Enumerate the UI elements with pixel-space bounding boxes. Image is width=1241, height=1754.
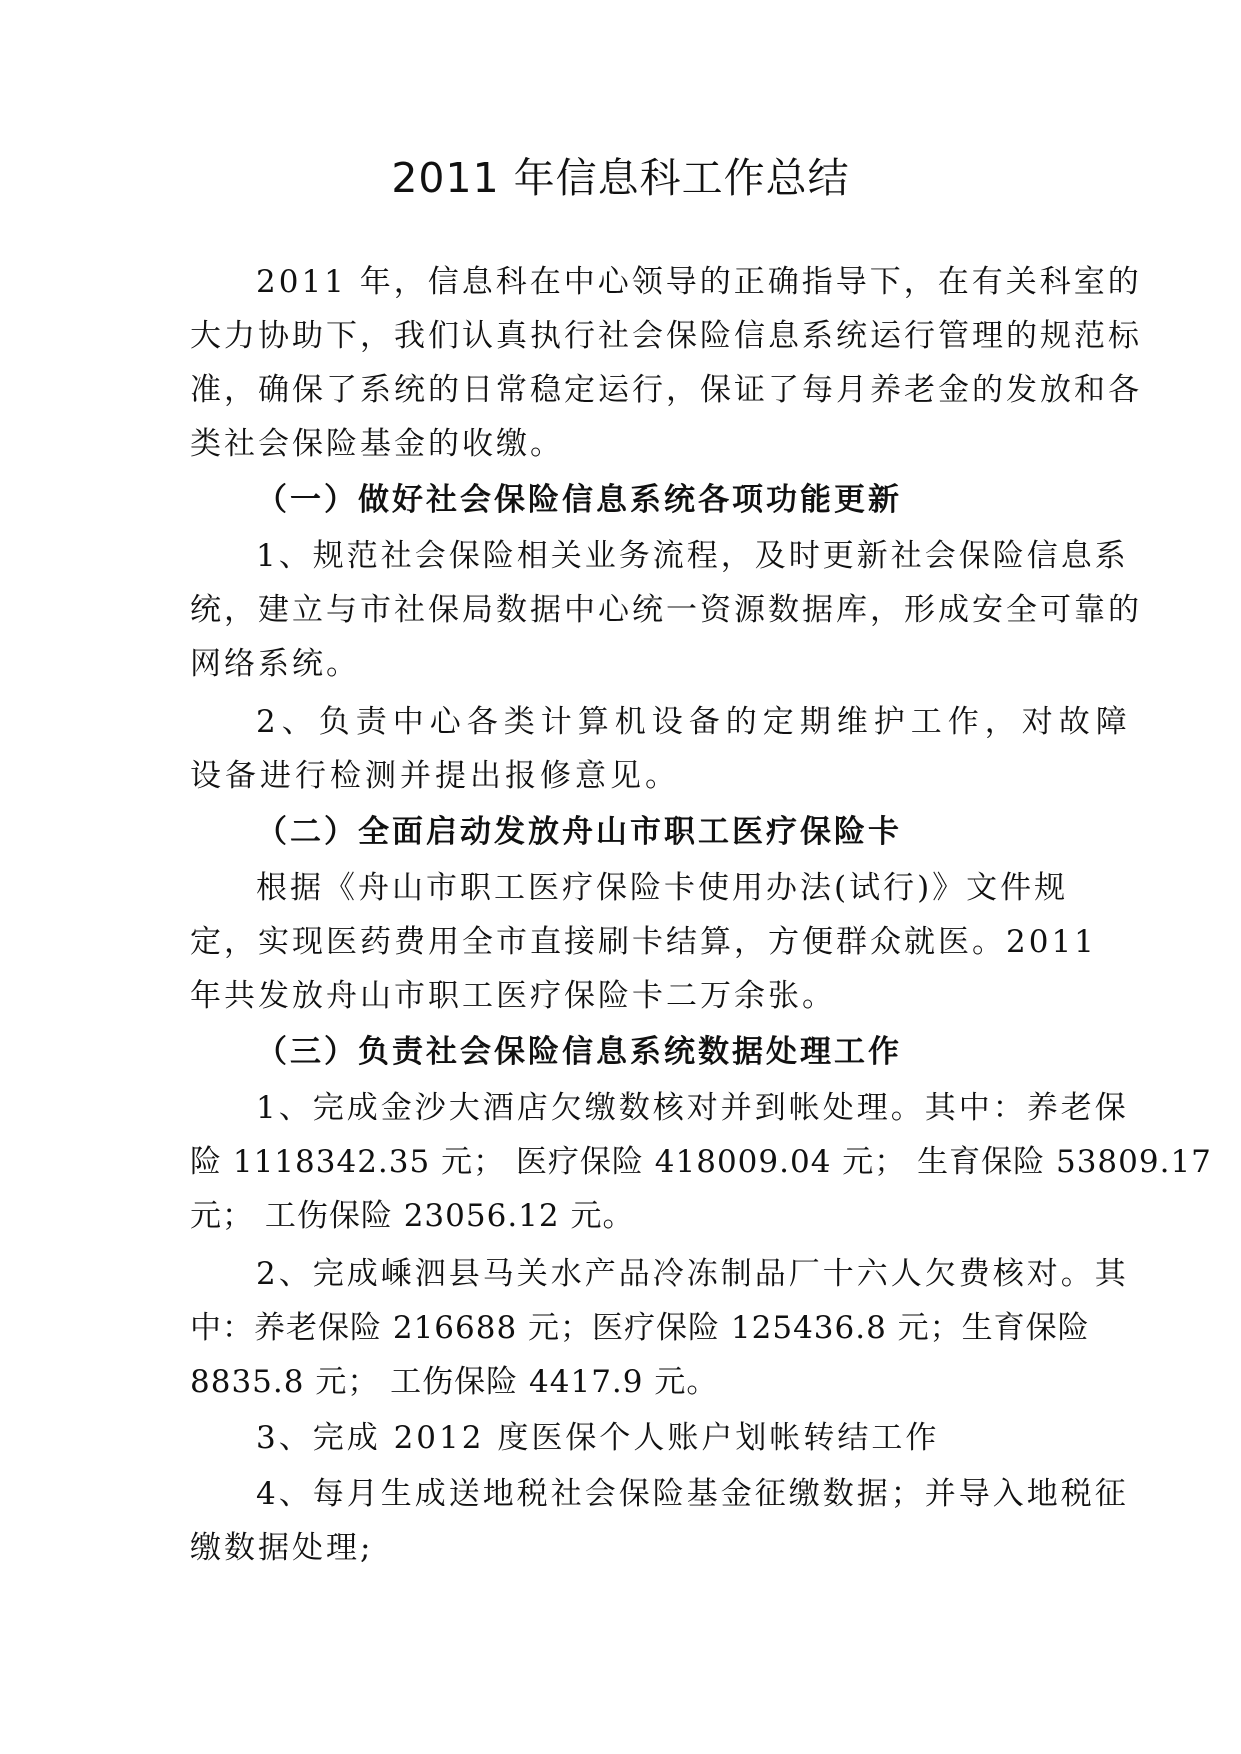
document-title: 2011 年信息科工作总结 [391,154,850,202]
paragraph-line: 网络系统。 [190,646,360,682]
section-heading-1: （一）做好社会保险信息系统各项功能更新 [256,482,902,518]
paragraph-line: 1、完成金沙大酒店欠缴数核对并到帐处理。其中：养老保 [256,1090,1129,1126]
paragraph-line: 8835.8 元； 工伤保险 4417.9 元。 [190,1364,719,1400]
paragraph-line: 险 1118342.35 元； 医疗保险 418009.04 元； 生育保险 53809.17 [190,1144,1212,1180]
paragraph-line: 定，实现医药费用全市直接刷卡结算，方便群众就医。2011 [190,924,1097,960]
paragraph-line: 根据《舟山市职工医疗保险卡使用办法(试行)》文件规 [256,870,1069,906]
paragraph-line: 大力协助下，我们认真执行社会保险信息系统运行管理的规范标 [190,318,1142,354]
paragraph-line: 2、完成嵊泗县马关水产品冷冻制品厂十六人欠费核对。其 [256,1256,1129,1292]
paragraph-line: 3、完成 2012 度医保个人账户划帐转结工作 [256,1420,940,1456]
paragraph-line: 类社会保险基金的收缴。 [190,426,564,462]
paragraph-line: 2011 年，信息科在中心领导的正确指导下，在有关科室的 [256,264,1142,300]
paragraph-line: 缴数据处理; [190,1530,374,1566]
paragraph-line: 2、负责中心各类计算机设备的定期维护工作，对故障 [256,704,1133,740]
paragraph-line: 准，确保了系统的日常稳定运行，保证了每月养老金的发放和各 [190,372,1142,408]
paragraph-line: 统，建立与市社保局数据中心统一资源数据库，形成安全可靠的 [190,592,1142,628]
paragraph-line: 年共发放舟山市职工医疗保险卡二万余张。 [190,978,836,1014]
paragraph-line: 1、规范社会保险相关业务流程，及时更新社会保险信息系 [256,538,1129,574]
paragraph-line: 中：养老保险 216688 元；医疗保险 125436.8 元；生育保险 [190,1310,1090,1346]
paragraph-line: 元； 工伤保险 23056.12 元。 [190,1198,635,1234]
section-heading-3: （三）负责社会保险信息系统数据处理工作 [256,1034,902,1070]
paragraph-line: 设备进行检测并提出报修意见。 [190,758,680,794]
section-heading-2: （二）全面启动发放舟山市职工医疗保险卡 [256,814,902,850]
paragraph-line: 4、每月生成送地税社会保险基金征缴数据；并导入地税征 [256,1476,1129,1512]
